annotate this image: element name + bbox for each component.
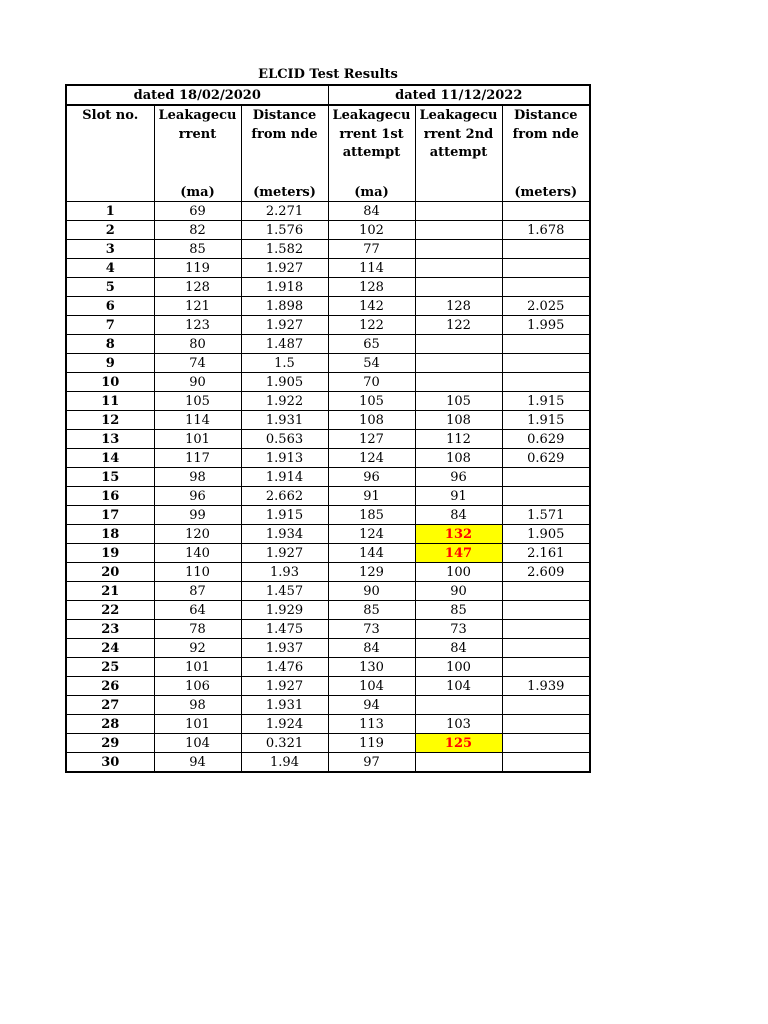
slot-number: 4 <box>66 259 154 278</box>
distance-2020: 0.321 <box>241 734 328 753</box>
leakage-1st-attempt: 104 <box>328 677 415 696</box>
distance-2020: 1.905 <box>241 373 328 392</box>
leakage-2nd-attempt <box>415 373 502 392</box>
slot-number: 8 <box>66 335 154 354</box>
distance-2020: 0.563 <box>241 430 328 449</box>
leakage-2nd-attempt: 132 <box>415 525 502 544</box>
slot-number: 25 <box>66 658 154 677</box>
leakage-current-2020: 80 <box>154 335 241 354</box>
leakage-current-2020: 85 <box>154 240 241 259</box>
distance-2020: 1.922 <box>241 392 328 411</box>
table-row <box>66 316 590 335</box>
table-row <box>66 544 590 563</box>
distance-2020: 1.576 <box>241 221 328 240</box>
leakage-1st-attempt: 84 <box>328 639 415 658</box>
leakage-1st-attempt: 97 <box>328 753 415 773</box>
leakage-1st-attempt: 70 <box>328 373 415 392</box>
leakage-current-2020: 101 <box>154 715 241 734</box>
leakage-2nd-attempt <box>415 259 502 278</box>
unit-meters: (meters) <box>241 183 328 202</box>
slot-number: 12 <box>66 411 154 430</box>
table-row <box>66 259 590 278</box>
table-row <box>66 734 590 753</box>
leakage-1st-attempt: 119 <box>328 734 415 753</box>
table-row <box>66 240 590 259</box>
distance-2022 <box>502 335 590 354</box>
distance-2020: 1.475 <box>241 620 328 639</box>
leakage-2nd-attempt: 100 <box>415 563 502 582</box>
distance-2022 <box>502 753 590 773</box>
header-leakage-1st-attempt: Leakagecu rrent 1st attempt <box>328 105 415 183</box>
table-row <box>66 335 590 354</box>
distance-2022: 2.161 <box>502 544 590 563</box>
distance-2020: 1.927 <box>241 259 328 278</box>
slot-number: 5 <box>66 278 154 297</box>
leakage-current-2020: 69 <box>154 202 241 221</box>
distance-2022: 2.609 <box>502 563 590 582</box>
table-row <box>66 221 590 240</box>
distance-2020: 1.918 <box>241 278 328 297</box>
leakage-1st-attempt: 105 <box>328 392 415 411</box>
leakage-current-2020: 101 <box>154 430 241 449</box>
slot-number: 10 <box>66 373 154 392</box>
slot-number: 14 <box>66 449 154 468</box>
distance-2022: 2.025 <box>502 297 590 316</box>
leakage-current-2020: 128 <box>154 278 241 297</box>
table-row <box>66 753 590 773</box>
leakage-2nd-attempt: 73 <box>415 620 502 639</box>
leakage-current-2020: 92 <box>154 639 241 658</box>
header-distance-2020: Distance from nde <box>241 105 328 183</box>
slot-number: 6 <box>66 297 154 316</box>
table-row <box>66 658 590 677</box>
date-group-2020: dated 18/02/2020 <box>66 85 328 105</box>
leakage-2nd-attempt: 96 <box>415 468 502 487</box>
distance-2020: 2.662 <box>241 487 328 506</box>
leakage-current-2020: 78 <box>154 620 241 639</box>
slot-number: 22 <box>66 601 154 620</box>
leakage-2nd-attempt: 108 <box>415 449 502 468</box>
distance-2022 <box>502 620 590 639</box>
distance-2020: 1.5 <box>241 354 328 373</box>
slot-number: 7 <box>66 316 154 335</box>
leakage-1st-attempt: 90 <box>328 582 415 601</box>
leakage-1st-attempt: 122 <box>328 316 415 335</box>
leakage-2nd-attempt <box>415 335 502 354</box>
distance-2022: 1.939 <box>502 677 590 696</box>
leakage-1st-attempt: 77 <box>328 240 415 259</box>
date-group-2022: dated 11/12/2022 <box>328 85 590 105</box>
leakage-1st-attempt: 124 <box>328 449 415 468</box>
slot-number: 28 <box>66 715 154 734</box>
leakage-current-2020: 117 <box>154 449 241 468</box>
distance-2020: 1.937 <box>241 639 328 658</box>
distance-2022: 1.915 <box>502 411 590 430</box>
leakage-1st-attempt: 114 <box>328 259 415 278</box>
header-distance-2022: Distance from nde <box>502 105 590 183</box>
leakage-2nd-attempt: 100 <box>415 658 502 677</box>
table-row <box>66 373 590 392</box>
leakage-current-2020: 90 <box>154 373 241 392</box>
distance-2020: 2.271 <box>241 202 328 221</box>
leakage-current-2020: 98 <box>154 696 241 715</box>
leakage-current-2020: 101 <box>154 658 241 677</box>
leakage-1st-attempt: 54 <box>328 354 415 373</box>
leakage-current-2020: 110 <box>154 563 241 582</box>
leakage-1st-attempt: 124 <box>328 525 415 544</box>
leakage-2nd-attempt <box>415 354 502 373</box>
table-row <box>66 354 590 373</box>
leakage-1st-attempt: 128 <box>328 278 415 297</box>
table-row <box>66 449 590 468</box>
slot-number: 23 <box>66 620 154 639</box>
distance-2020: 1.94 <box>241 753 328 773</box>
leakage-2nd-attempt: 90 <box>415 582 502 601</box>
table-row <box>66 639 590 658</box>
leakage-current-2020: 120 <box>154 525 241 544</box>
distance-2022 <box>502 601 590 620</box>
leakage-1st-attempt: 185 <box>328 506 415 525</box>
leakage-1st-attempt: 144 <box>328 544 415 563</box>
table-row <box>66 620 590 639</box>
unit-meters: (meters) <box>502 183 590 202</box>
distance-2022 <box>502 696 590 715</box>
leakage-current-2020: 82 <box>154 221 241 240</box>
leakage-current-2020: 104 <box>154 734 241 753</box>
leakage-2nd-attempt <box>415 753 502 773</box>
distance-2022: 1.678 <box>502 221 590 240</box>
distance-2020: 1.934 <box>241 525 328 544</box>
distance-2022 <box>502 582 590 601</box>
slot-number: 1 <box>66 202 154 221</box>
distance-2020: 1.457 <box>241 582 328 601</box>
distance-2020: 1.915 <box>241 506 328 525</box>
leakage-current-2020: 123 <box>154 316 241 335</box>
header-leakage-current-2020: Leakagecu rrent <box>154 105 241 183</box>
slot-number: 27 <box>66 696 154 715</box>
leakage-current-2020: 96 <box>154 487 241 506</box>
leakage-2nd-attempt: 105 <box>415 392 502 411</box>
slot-number: 2 <box>66 221 154 240</box>
distance-2022 <box>502 487 590 506</box>
distance-2020: 1.931 <box>241 696 328 715</box>
distance-2022 <box>502 354 590 373</box>
distance-2022 <box>502 734 590 753</box>
slot-number: 29 <box>66 734 154 753</box>
leakage-2nd-attempt: 104 <box>415 677 502 696</box>
leakage-1st-attempt: 127 <box>328 430 415 449</box>
distance-2022 <box>502 373 590 392</box>
leakage-2nd-attempt: 122 <box>415 316 502 335</box>
distance-2022: 1.905 <box>502 525 590 544</box>
slot-number: 11 <box>66 392 154 411</box>
leakage-current-2020: 94 <box>154 753 241 773</box>
distance-2020: 1.487 <box>241 335 328 354</box>
leakage-2nd-attempt <box>415 696 502 715</box>
slot-number: 24 <box>66 639 154 658</box>
leakage-2nd-attempt: 103 <box>415 715 502 734</box>
leakage-1st-attempt: 129 <box>328 563 415 582</box>
slot-number: 26 <box>66 677 154 696</box>
leakage-1st-attempt: 113 <box>328 715 415 734</box>
distance-2022 <box>502 468 590 487</box>
leakage-1st-attempt: 96 <box>328 468 415 487</box>
elcid-results-table <box>65 84 591 773</box>
leakage-1st-attempt: 130 <box>328 658 415 677</box>
table-row <box>66 392 590 411</box>
table-row <box>66 411 590 430</box>
distance-2022 <box>502 240 590 259</box>
table-row <box>66 696 590 715</box>
leakage-1st-attempt: 142 <box>328 297 415 316</box>
unit-slot <box>66 183 154 202</box>
unit-ma: (ma) <box>154 183 241 202</box>
header-leakage-2nd-attempt: Leakagecu rrent 2nd attempt <box>415 105 502 183</box>
leakage-1st-attempt: 102 <box>328 221 415 240</box>
date-header-row <box>66 85 590 105</box>
leakage-2nd-attempt <box>415 221 502 240</box>
unit-row <box>66 183 590 202</box>
leakage-2nd-attempt <box>415 240 502 259</box>
leakage-current-2020: 99 <box>154 506 241 525</box>
leakage-2nd-attempt: 128 <box>415 297 502 316</box>
distance-2020: 1.898 <box>241 297 328 316</box>
leakage-2nd-attempt <box>415 202 502 221</box>
leakage-1st-attempt: 65 <box>328 335 415 354</box>
leakage-current-2020: 114 <box>154 411 241 430</box>
leakage-2nd-attempt: 84 <box>415 506 502 525</box>
slot-number: 21 <box>66 582 154 601</box>
distance-2022 <box>502 658 590 677</box>
distance-2022 <box>502 259 590 278</box>
table-row <box>66 715 590 734</box>
distance-2020: 1.914 <box>241 468 328 487</box>
leakage-1st-attempt: 84 <box>328 202 415 221</box>
slot-number: 19 <box>66 544 154 563</box>
slot-number: 16 <box>66 487 154 506</box>
table-row <box>66 202 590 221</box>
leakage-2nd-attempt: 112 <box>415 430 502 449</box>
leakage-2nd-attempt <box>415 278 502 297</box>
leakage-current-2020: 121 <box>154 297 241 316</box>
leakage-current-2020: 106 <box>154 677 241 696</box>
distance-2020: 1.913 <box>241 449 328 468</box>
table-row <box>66 487 590 506</box>
leakage-2nd-attempt: 125 <box>415 734 502 753</box>
slot-number: 9 <box>66 354 154 373</box>
column-header-row <box>66 105 590 183</box>
distance-2022 <box>502 202 590 221</box>
table-row <box>66 601 590 620</box>
distance-2020: 1.476 <box>241 658 328 677</box>
distance-2020: 1.93 <box>241 563 328 582</box>
distance-2022 <box>502 639 590 658</box>
table-row <box>66 525 590 544</box>
leakage-2nd-attempt: 85 <box>415 601 502 620</box>
leakage-1st-attempt: 91 <box>328 487 415 506</box>
table-row <box>66 582 590 601</box>
distance-2022 <box>502 278 590 297</box>
slot-number: 18 <box>66 525 154 544</box>
sheet-title: ELCID Test Results <box>258 67 398 82</box>
leakage-1st-attempt: 73 <box>328 620 415 639</box>
leakage-current-2020: 74 <box>154 354 241 373</box>
distance-2022 <box>502 715 590 734</box>
distance-2020: 1.927 <box>241 544 328 563</box>
distance-2022: 1.571 <box>502 506 590 525</box>
leakage-current-2020: 98 <box>154 468 241 487</box>
table-row <box>66 278 590 297</box>
leakage-2nd-attempt: 108 <box>415 411 502 430</box>
leakage-2nd-attempt: 147 <box>415 544 502 563</box>
distance-2022: 0.629 <box>502 430 590 449</box>
table-row <box>66 677 590 696</box>
distance-2020: 1.927 <box>241 316 328 335</box>
leakage-2nd-attempt: 84 <box>415 639 502 658</box>
distance-2020: 1.582 <box>241 240 328 259</box>
slot-number: 3 <box>66 240 154 259</box>
distance-2020: 1.924 <box>241 715 328 734</box>
distance-2022: 1.995 <box>502 316 590 335</box>
slot-number: 15 <box>66 468 154 487</box>
slot-number: 17 <box>66 506 154 525</box>
distance-2020: 1.929 <box>241 601 328 620</box>
leakage-current-2020: 87 <box>154 582 241 601</box>
table-row <box>66 563 590 582</box>
distance-2022: 0.629 <box>502 449 590 468</box>
distance-2020: 1.927 <box>241 677 328 696</box>
table-row <box>66 506 590 525</box>
table-row <box>66 430 590 449</box>
leakage-2nd-attempt: 91 <box>415 487 502 506</box>
slot-number: 20 <box>66 563 154 582</box>
leakage-1st-attempt: 85 <box>328 601 415 620</box>
leakage-current-2020: 105 <box>154 392 241 411</box>
leakage-current-2020: 140 <box>154 544 241 563</box>
table-row <box>66 468 590 487</box>
leakage-1st-attempt: 108 <box>328 411 415 430</box>
leakage-current-2020: 64 <box>154 601 241 620</box>
unit-blank <box>415 183 502 202</box>
leakage-current-2020: 119 <box>154 259 241 278</box>
distance-2020: 1.931 <box>241 411 328 430</box>
leakage-1st-attempt: 94 <box>328 696 415 715</box>
table-row <box>66 297 590 316</box>
slot-number: 13 <box>66 430 154 449</box>
header-slot-no: Slot no. <box>66 105 154 183</box>
slot-number: 30 <box>66 753 154 773</box>
unit-ma: (ma) <box>328 183 415 202</box>
distance-2022: 1.915 <box>502 392 590 411</box>
